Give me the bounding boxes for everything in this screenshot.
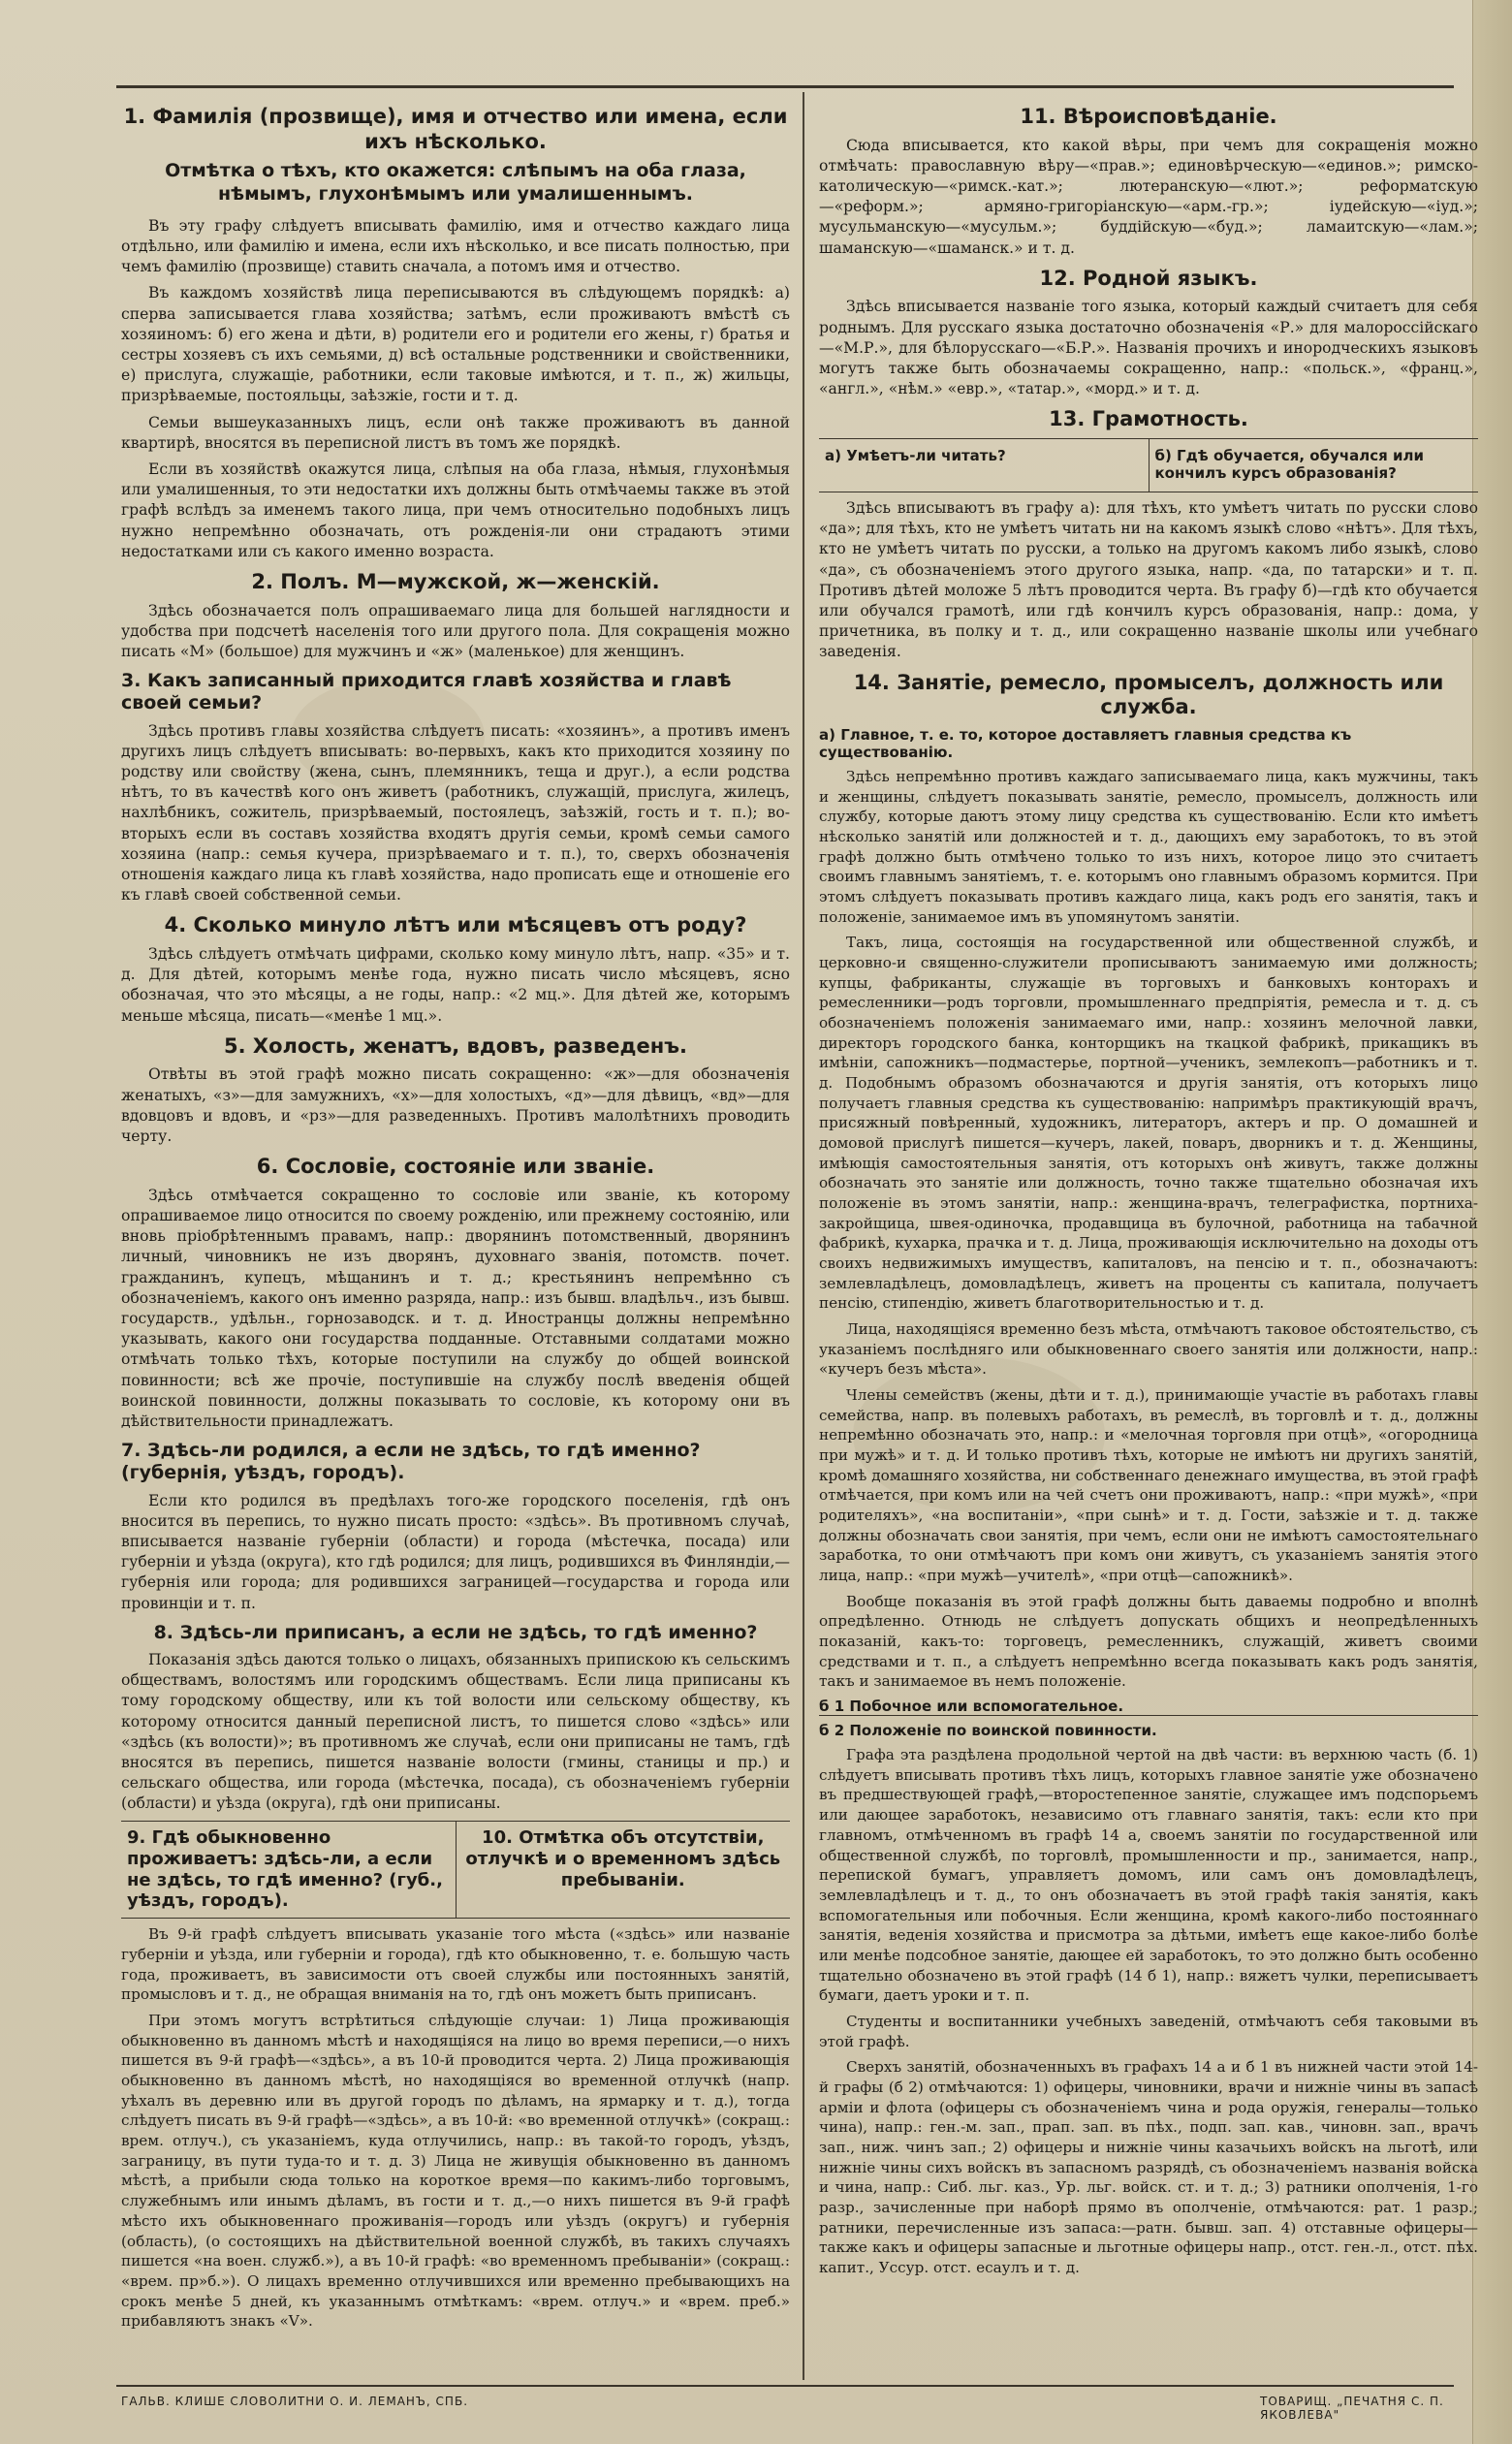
section-3-title: 3. Какъ записанный приходится главѣ хозяйства и главѣ своей семьи?: [121, 670, 732, 714]
section-1-subtitle: Отмѣтка о тѣхъ, кто окажется: слѣпымъ на оба глаза, нѣмымъ, глухонѣмымъ или умалишеннымъ.: [165, 160, 746, 205]
paragraph: Здѣсь отмѣчается сокращенно то сословіе или званіе, къ которому опрашиваемое лицо относится по своему рожденію, или прежнему состоянію, или вновь пріобрѣтеннымъ правамъ, напр.: дворянинъ потомственный, дворянинъ личный, чиновникъ не изъ дворянъ, духовнаго званія, потомств. почет. гражданинъ, купецъ, мѣщанинъ и т. д.; крестьянинъ непремѣнно съ обозначеніемъ, какого онъ именно разряда, напр.: изъ бывш. владѣльч., изъ бывш. государств., удѣльн., горнозаводск. и т. д. Иностранцы должны непремѣнно указывать, какого они государства подданные. Отставными солдатами можно отмѣчать только тѣхъ, которые поступили на службу до общей воинской повинности; всѣ же прочіе, поступившіе на службу послѣ введенія общей воинской повинности, должны показывать то сословіе, къ которому они въ дѣйствительности принадлежатъ.: [121, 1186, 790, 1431]
sections-9-10-header: [121, 1821, 790, 1920]
section-7-title: 7. Здѣсь-ли родился, а если не здѣсь, то гдѣ именно? (губернія, уѣздъ, городъ).: [121, 1440, 701, 1484]
paragraph: Здѣсь слѣдуетъ отмѣчать цифрами, сколько кому минуло лѣтъ, напр. «35» и т. д. Для дѣтей, которымъ менѣе года, нужно писать число мѣсяцевъ, ясно обозначая, что это мѣсяцы, а не годы, напр.: «2 мц.». Для дѣтей же, которымъ меньше мѣсяца, писать—«менѣе 1 мц.».: [121, 944, 790, 1025]
section-13a-label: а) Умѣетъ-ли читать?: [825, 447, 1006, 465]
paragraph: Графа эта раздѣлена продольной чертой на двѣ части: въ верхнюю часть (б. 1) слѣдуетъ вписывать противъ тѣхъ лицъ, которыхъ главное занятіе уже обозначено въ предшествующей графѣ,—второстепенное занятіе, служащее имъ подспорьемъ или дающее заработокъ, независимо отъ главнаго занятія, такъ: если кто при главномъ, отмѣченномъ въ графѣ 14 а, своемъ занятіи по государственной или общественной службѣ, по торговлѣ, промышленности и пр., занимается, напр., перепиской бумагъ, управляетъ домомъ, или самъ онъ домовладѣлецъ, землевладѣлецъ и т. д., то онъ обозначаетъ въ этой графѣ такія занятія, какъ вспомогательныя или побочныя. Если женщина, кромѣ какого-либо постояннаго занятія, веденія хозяйства и присмотра за дѣтьми, имѣетъ еще какое-либо болѣе или менѣе подсобное занятіе, дающее ей заработокъ, то это должно быть особенно тщательно обозначено въ этой графѣ (14 б 1), напр.: вяжетъ чулки, переписываетъ бумаги, даетъ уроки и т. п.: [819, 1746, 1478, 2005]
top-rule: [116, 85, 1454, 88]
section-13b-cell: [1150, 439, 1479, 492]
paragraph: Здѣсь вписываютъ въ графу а): для тѣхъ, кто умѣетъ читать по русски слово «да»; для тѣхъ, кто не умѣетъ читать ни на какомъ языкѣ слово «нѣтъ». Для тѣхъ, кто не умѣетъ читать по русски, а только на другомъ какомъ либо языкѣ, слово «да», съ обозначеніемъ этого другого языка, напр. «да, по татарски» и т. п. Противъ дѣтей моложе 5 лѣтъ проводится черта. Въ графу б)—гдѣ кто обучается или обучался грамотѣ, или гдѣ кончилъ курсъ образованія, напр.: дома, у причетника, въ полку и т. д., или сокращенно названіе школы или учебнаго заведенія.: [819, 499, 1478, 661]
paragraph: Студенты и воспитанники учебныхъ заведеній, отмѣчаютъ себя таковыми въ этой графѣ.: [819, 2012, 1478, 2050]
section-14-body: [819, 767, 1478, 2278]
footer-engraver: ГАЛЬВ. КЛИШЕ СЛОВОЛИТНИ О. И. ЛЕМАНЪ, СПБ.: [121, 2395, 469, 2408]
paragraph: Сверхъ занятій, обозначенныхъ въ графахъ 14 а и б 1 въ нижней части этой 14-й графы (б 2) отмѣчаются: 1) офицеры, чиновники, врачи и нижніе чины въ запасѣ арміи и флота (офицеры съ обозначеніемъ чина и рода оружія, генералы—только чина), напр.: ген.-м. зап., прап. зап. въ пѣх., подп. зап. кав., чиновн. зап., врачъ зап., ниж. чинъ зап.; 2) офицеры и нижніе чины казачьихъ войскъ на льготѣ, или нижніе чины сихъ войскъ въ запасномъ разрядѣ, съ обозначеніемъ названія войска и чина, напр.: Сиб. льг. каз., Ур. льг. войск. ст. и т. д.; 3) ратники ополченія, 1-го разр., зачисленные при наборѣ прямо въ ополченіе, отмѣчаются: рат. 1 разр.; ратники, перечисленные изъ запаса:—ратн. бывш. зап. 4) отставные офицеры—также какъ и офицеры запасные и льготные офицеры напр., отст. ген.-л., отст. пѣх. капит., Уссур. отст. есаулъ и т. д.: [819, 2058, 1478, 2276]
binding-strip: [1472, 0, 1512, 2444]
section-14b2-label: б 2 Положеніе по воинской повинности.: [819, 1722, 1157, 1740]
paragraph: Въ эту графу слѣдуетъ вписывать фамилію, имя и отчество каждаго лица отдѣльно, или фамилію и имена, если ихъ нѣсколько, и все писать полностью, при чемъ фамилію (прозвище) ставить сначала, а потомъ имя и отчество.: [121, 216, 790, 276]
paragraph: Если въ хозяйствѣ окажутся лица, слѣпыя на оба глаза, нѣмыя, глухонѣмыя или умалишенныя, то эти недостатки ихъ должны быть отмѣчаемы также въ этой графѣ вслѣдъ за именемъ такого лица, при чемъ относительно подобныхъ лицъ нужно непремѣнно обозначать, отъ рожденія-ли они страдаютъ этими недостатками или съ какого именно возраста.: [121, 460, 790, 560]
section-13-title: 13. Грамотность.: [1049, 407, 1248, 431]
section-9-body: [121, 1924, 790, 2331]
paragraph: Такъ, лица, состоящія на государственной или общественной службѣ, и церковно-и священно-служители прописываютъ занимаемую ими должность; купцы, фабриканты, служащіе въ торговыхъ и банковыхъ конторахъ и ремесленники—родъ торговли, промышленнаго предпріятія, ремесла и т. д. съ обозначеніемъ положенія занимаемаго ими, напр.: хозяинъ мелочной лавки, директоръ городского банка, конторщикъ на ткацкой фабрикѣ, прикащикъ въ имѣніи, сапожникъ—подмастерье, портной—ученикъ, землекопъ—работникъ и т. д. Подобнымъ образомъ обозначаются и другія занятія, отъ которыхъ лицо получаетъ главныя средства къ существованію: напримѣръ практикующій врачъ, присяжный повѣренный, художникъ, литераторъ, актеръ и пр. О домашней и домовой прислугѣ пишется—кучеръ, лакей, поваръ, дворникъ и т. д. Женщины, имѣющія самостоятельныя занятія, отъ которыхъ онѣ живутъ, также должны обозначать это занятіе или должность, точно также тщательно обозначая ихъ положеніе въ этомъ занятіи, напр.: женщина-врачъ, телеграфистка, портниха-закройщица, швея-одиночка, продавщица въ булочной, работница на табачной фабрикѣ, кухарка, прачка и т. д. Лица, проживающія исключительно на доходы отъ своихъ недвижимыхъ имуществъ, капиталовъ, на пенсію и т. п., обозначаютъ: землевладѣлецъ, домовладѣлецъ, живетъ на проценты съ капитала, получаетъ пенсію, стипендію, живетъ благотворительностью и т. д.: [819, 934, 1478, 1313]
bottom-rule: [116, 2385, 1454, 2387]
section-14b1-label: б 1 Побочное или вспомогательное.: [819, 1698, 1478, 1716]
section-2-title: 2. Полъ. М—мужской, ж—женскій.: [251, 569, 660, 593]
section-4-title: 4. Сколько минуло лѣтъ или мѣсяцевъ отъ роду?: [164, 913, 747, 937]
paragraph: Здѣсь противъ главы хозяйства слѣдуетъ писать: «хозяинъ», а противъ именъ другихъ лицъ слѣдуетъ вписывать: во-первыхъ, какъ кто приходится хозяину по родству или свойству (жена, сынъ, племянникъ, теща и друг.), а если родства нѣтъ, то въ качествѣ кого онъ живетъ (работникъ, служащій, прислуга, жилецъ, нахлѣбникъ, сожитель, призрѣваемый, постоялецъ, заѣзжій, гость и т. п.); во-вторыхъ если въ составъ хозяйства входятъ другія семьи, кромѣ семьи самого хозяина (напр.: семья кучера, призрѣваемаго и т. п.), то, сверхъ обозначенія отношенія каждаго лица къ главѣ хозяйства, надо прописать еще и отношеніе его къ главѣ своей собственной семьи.: [121, 721, 790, 905]
section-12-title: 12. Родной языкъ.: [1039, 266, 1258, 290]
section-5-title: 5. Холость, женатъ, вдовъ, разведенъ.: [223, 1033, 688, 1058]
footer-printer: ТОВАРИЩ. „ПЕЧАТНЯ С. П. ЯКОВЛЕВА": [1260, 2395, 1444, 2422]
paragraph: Сюда вписывается, кто какой вѣры, при чемъ для сокращенія можно отмѣчать: православную вѣру—«прав.»; единовѣрческую—«единов.»; римско-католическую—«римск.-кат.»; лютеранскую—«лют.»; реформатскую—«реформ.»; армяно-григоріанскую—«арм.-гр.»; іудейскую—«іуд.»; мусульманскую—«мусульм.»; буддійскую—«буд.»; ламаитскую—«лам.»; шаманскую—«шаманск.» и т. д.: [819, 136, 1478, 257]
paragraph: Отвѣты въ этой графѣ можно писать сокращенно: «ж»—для обозначенія женатыхъ, «з»—для замужнихъ, «х»—для холостыхъ, «д»—для дѣвицъ, «вд»—для вдовцовъ и вдовъ, и «рз»—для разведенныхъ. Противъ малолѣтнихъ проводить черту.: [121, 1065, 790, 1145]
paragraph: Въ каждомъ хозяйствѣ лица переписываются въ слѣдующемъ порядкѣ: а) сперва записывается глава хозяйства; затѣмъ, если проживаютъ вмѣстѣ съ хозяиномъ: б) его жена и дѣти, в) родители его и родители его жены, г) братья и сестры хозяевъ съ ихъ семьями, д) всѣ остальные родственники и свойственники, е) прислуга, служащіе, работники, если таковые имѣются, и т. п., ж) жильцы, призрѣваемые, постояльцы, заѣзжіе, гости и т. д.: [121, 284, 790, 405]
section-10-header-cell: [457, 1822, 791, 1919]
section-6-title: 6. Сословіе, состояніе или званіе.: [256, 1155, 655, 1179]
section-13a-cell: [819, 439, 1150, 492]
paragraph: Здѣсь обозначается полъ опрашиваемаго лица для большей наглядности и удобства при подсчетѣ населенія того или другого пола. Для сокращенія можно писать «М» (большое) для мужчинъ и «ж» (маленькое) для женщинъ.: [121, 601, 790, 660]
paragraph: Показанія здѣсь даются только о лицахъ, обязанныхъ припискою къ сельскимъ обществамъ, волостямъ или городскимъ обществамъ. Если лица приписаны къ тому городскому обществу, или къ той волости или сельскому обществу, къ которому относится данный переписной листъ, то пишется слово «здѣсь» или «здѣсь (къ волости)»; въ противномъ же случаѣ, если они приписаны не тамъ, гдѣ вносятся въ перепись, пишется названіе волости (гмины, станицы и пр.) и сельскаго общества, или города (мѣстечка, посада), съ обозначеніемъ губерніи (области) и уѣзда (округа), гдѣ они приписаны.: [121, 1650, 790, 1813]
paragraph: Въ 9-й графѣ слѣдуетъ вписывать указаніе того мѣста («здѣсь» или названіе губерніи и уѣзда, или губерніи и города), гдѣ кто обыкновенно, т. е. большую часть года, проживаетъ, въ зависимости отъ своей службы или постоянныхъ занятій, промысловъ и т. д., не обращая вниманія на то, гдѣ онъ можетъ быть приписанъ.: [121, 1925, 790, 2004]
section-1-title: 1. Фамилія (прозвище), имя и отчество или имена, если ихъ нѣсколько.: [123, 105, 788, 153]
paragraph: При этомъ могутъ встрѣтиться слѣдующіе случаи: 1) Лица проживающія обыкновенно въ данномъ мѣстѣ и находящіяся на лицо во время переписи,—о нихъ пишется въ 9-й графѣ—«здѣсь», а въ 10-й проводится черта. 2) Лица проживающія обыкновенно въ данномъ мѣстѣ, но находящіяся во временной отлучкѣ (напр. уѣхалъ въ деревню или въ другой городъ по дѣламъ, на ярмарку и т. д.), тогда слѣдуетъ писать въ 9-й графѣ—«здѣсь», а въ 10-й: «во временной отлучкѣ» (сокращ.: врем. отлуч.), съ указаніемъ, куда отлучились, напр.: въ такой-то городъ, уѣздъ, заграницу, въ пути туда-то и т. д. 3) Лица не живущія обыкновенно въ данномъ мѣстѣ, а прибыли сюда только на короткое время—по какимъ-либо торговымъ, служебнымъ или инымъ дѣламъ, въ гости и т. д.,—о нихъ пишется въ 9-й графѣ мѣсто ихъ обыкновеннаго проживанія—городъ или уѣздъ (округъ) и губернія (область), (о состоящихъ на дѣйствительной военной службѣ, въ такихъ случаяхъ пишется «на воен. служб.»), а въ 10-й графѣ: «во временномъ пребываніи» (сокращ.: «врем. пр»б.»). О лицахъ временно отлучившихся или временно пребывающихъ на срокъ менѣе 5 дней, къ указаннымъ отмѣткамъ: «врем. отлуч.» и «врем. преб.» прибавляютъ знакъ «V».: [121, 2012, 790, 2331]
section-9-header-cell: [121, 1822, 457, 1919]
column-divider: [803, 92, 804, 2380]
paragraph: Члены семействъ (жены, дѣти и т. д.), принимающіе участіе въ работахъ главы семейства, напр. въ полевыхъ работахъ, въ ремеслѣ, въ торговлѣ и т. д., должны непремѣнно обозначать это, напр.: и «мелочная торговля при отцѣ», «огородница при мужѣ» и т. д. И только противъ тѣхъ, которые не имѣютъ ни другихъ занятій, кромѣ домашняго хозяйства, ни собственнаго денежнаго имущества, въ этой графѣ отмѣчается, при комъ или на чей счетъ они проживаютъ, напр.: «при мужѣ», «при родителяхъ», «на воспитаніи», «при сынѣ» и т. д. Гости, заѣзжіе и т. д. также должны обозначать свои занятія, при чемъ, если они не имѣютъ самостоятельнаго заработка, то они отмѣчаютъ при комъ они живутъ, съ указаніемъ занятія этого лица, напр.: «при мужѣ—учителѣ», «при отцѣ—сапожникѣ».: [819, 1386, 1478, 1585]
section-8-title: 8. Здѣсь-ли приписанъ, а если не здѣсь, то гдѣ именно?: [153, 1621, 758, 1643]
paragraph: Лица, находящіяся временно безъ мѣста, отмѣчаютъ таковое обстоятельство, съ указаніемъ послѣдняго или обыкновеннаго своего занятія или должности, напр.: «кучеръ безъ мѣста».: [819, 1320, 1478, 1379]
section-13b-label: б) Гдѣ обучается, обучался или кончилъ курсъ образованія?: [1154, 447, 1424, 483]
paragraph: Семьи вышеуказанныхъ лицъ, если онѣ также проживаютъ въ данной квартирѣ, вносятся въ переписной листъ въ томъ же порядкѣ.: [121, 413, 790, 452]
paragraph: Здѣсь непремѣнно противъ каждаго записываемаго лица, какъ мужчины, такъ и женщины, слѣдуетъ показывать занятіе, ремесло, промыселъ, должность или службу, которые даютъ этому лицу средства къ существованію. Если кто имѣетъ нѣсколько занятій или должностей и т. д., дающихъ ему заработокъ, то въ этой графѣ должно быть отмѣчено только то изъ нихъ, которое лицо это считаетъ своимъ главнымъ занятіемъ, т. е. которымъ оно главнымъ образомъ кормится. При этомъ слѣдуетъ показывать противъ каждаго лица, какъ родъ его занятія, такъ и положеніе, занимаемое имъ въ упомянутомъ занятіи.: [819, 767, 1478, 926]
section-14-title: 14. Занятіе, ремесло, промыселъ, должность или служба.: [853, 670, 1444, 719]
section-11-title: 11. Вѣроисповѣданіе.: [1020, 105, 1277, 128]
paragraph: Вообще показанія въ этой графѣ должны быть даваемы подробно и вполнѣ опредѣленно. Отнюдь не слѣдуетъ допускать общихъ и неопредѣленныхъ показаній, какъ-то: торговецъ, ремесленникъ, служащій, живетъ своими средствами и т. п., а слѣдуетъ непремѣнно всегда показывать какъ родъ занятія, такъ и занимаемое въ немъ положеніе.: [819, 1592, 1478, 1691]
paragraph: Если кто родился въ предѣлахъ того-же городского поселенія, гдѣ онъ вносится въ перепись, то нужно писать просто: «здѣсь». Въ противномъ случаѣ, вписывается названіе губерніи (области) и города (мѣстечка, посада) или губерніи и уѣзда (округа), кто гдѣ родился; для лицъ, родившихся въ Финляндіи,—губернія или города; для родившихся заграницей—государства и города или провинціи и т. п.: [121, 1491, 790, 1612]
section-14a-label: а) Главное, т. е. то, которое доставляетъ главныя средства къ существованію.: [819, 725, 1352, 761]
left-column: [121, 97, 790, 2375]
section-13-subheader: [819, 438, 1478, 492]
paragraph: Здѣсь вписывается названіе того языка, который каждый считаетъ для себя роднымъ. Для русскаго языка достаточно обозначенія «Р.» для малороссійскаго—«М.Р.», для бѣлорусскаго—«Б.Р.». Названія прочихъ и инородческихъ языковъ могутъ также быть обозначаемы сокращенно, напр.: «польск.», «франц.», «англ.», «нѣм.» «евр.», «татар.», «морд.» и т. д.: [819, 298, 1478, 398]
section-9-title: 9. Гдѣ обыкновенно проживаетъ: здѣсь-ли, а если не здѣсь, то гдѣ именно? (губ., уѣздъ, городъ).: [127, 1826, 443, 1912]
right-column: [819, 97, 1478, 2375]
section-10-title: 10. Отмѣтка объ отсутствіи, отлучкѣ и о временномъ здѣсь пребываніи.: [465, 1826, 781, 1890]
